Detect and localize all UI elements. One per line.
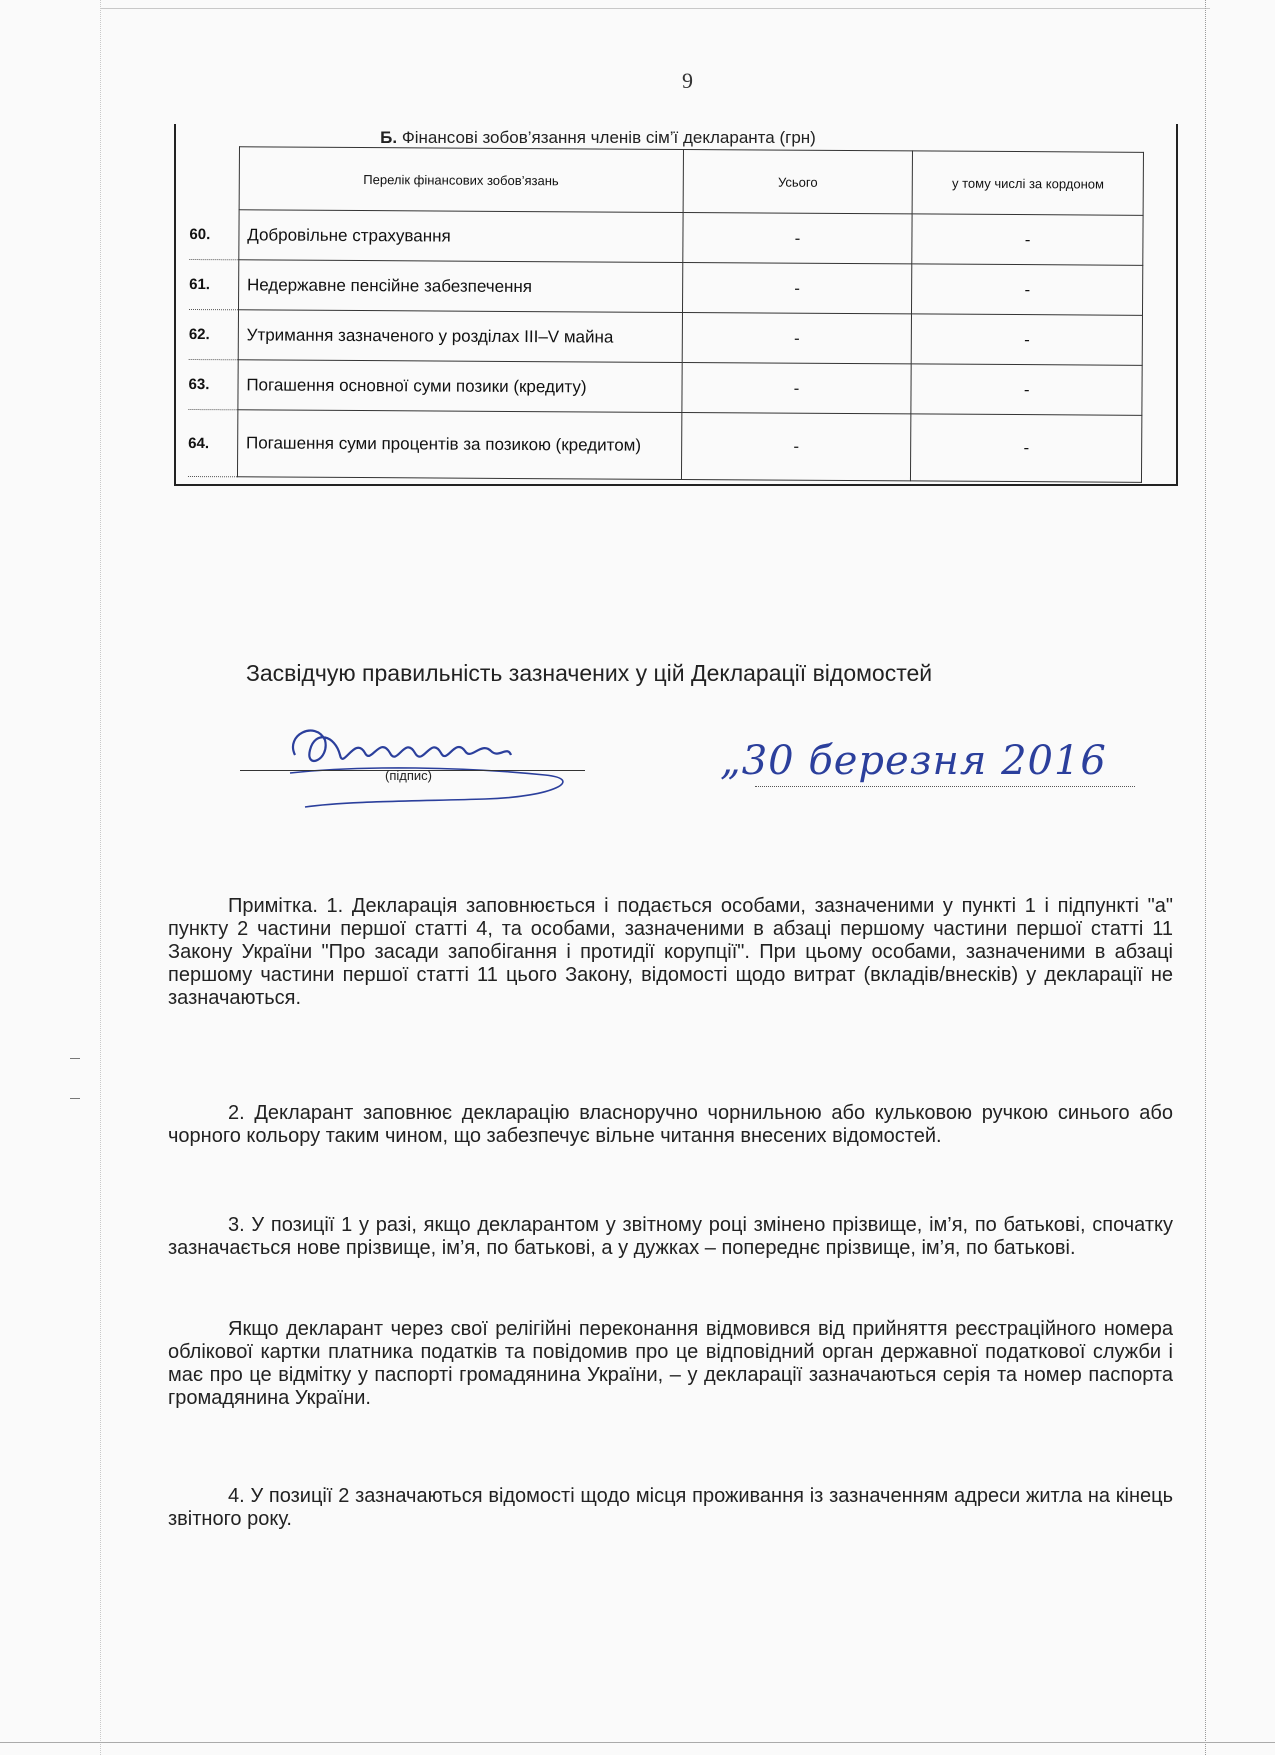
page-bottom-edge [0, 1742, 1275, 1744]
note-1-text: Примітка. 1. Декларація заповнюється і подається особами, зазначеними у пункті 1 і підпункті "а" пункту 2 частини першої статті 4, та особами, зазначеними в абзаці першому частини першої статті 11 Закону України "Про засади запобігання і протидії корупції". При цьому особами, зазначеними в абзаці першому частини першої статті 11 цього Закону, відомості щодо витрат (вкладів/внесків) у декларації не зазначаються. [168, 895, 1173, 1009]
table-row [188, 359, 1142, 415]
row-abroad: - [912, 264, 1143, 315]
note-4 [168, 1485, 1173, 1531]
table-row [189, 309, 1143, 365]
note-3-text: 3. У позиції 1 у разі, якщо декларантом у звітному році змінено прізвище, ім’я, по батькові, спочатку зазначається нове прізвище, ім’я, по батькові, а у дужках – попереднє прізвище, ім’я, по батькові. [168, 1214, 1173, 1259]
page-right-edge [1205, 0, 1207, 1755]
page-number: 9 [682, 68, 693, 93]
row-abroad: - [912, 314, 1143, 365]
table-row [188, 409, 1142, 482]
header-list: Перелік фінансових зобов’язань [239, 147, 683, 213]
note-1 [168, 895, 1173, 1010]
table-title-text: Фінансові зобов’язання членів сім’ї декларанта (грн) [401, 128, 816, 147]
note-4-text: 4. У позиції 2 зазначаються відомості щодо місця проживання із зазначенням адреси житла на кінець звітного року. [168, 1485, 1173, 1530]
page-left-edge [100, 0, 102, 1755]
table-title [178, 128, 1018, 148]
row-name: Погашення основної суми позики (кредиту) [238, 360, 682, 413]
row-name: Недержавне пенсійне забезпечення [238, 260, 682, 313]
row-name: Погашення суми процентів за позикою (кредитом) [237, 410, 681, 480]
date-line [755, 786, 1135, 787]
handwritten-signature [285, 715, 605, 815]
header-total: Усього [683, 150, 913, 214]
row-abroad: - [912, 214, 1143, 265]
row-number: 62. [189, 309, 239, 359]
row-abroad: - [911, 364, 1142, 415]
margin-tick [70, 1098, 80, 1099]
signature-label: (підпис) [385, 768, 432, 783]
signature-date: „30 березня 2016 [720, 738, 1107, 784]
row-total: - [682, 263, 912, 314]
row-name: Утримання зазначеного у розділах III–V майна [238, 310, 682, 363]
table-row [189, 209, 1143, 265]
row-total: - [682, 313, 912, 364]
row-number: 64. [188, 409, 238, 476]
obligations-table [188, 146, 1144, 483]
row-number: 60. [189, 209, 239, 259]
row-total: - [681, 413, 911, 481]
table-row [189, 259, 1143, 315]
row-total: - [681, 363, 911, 414]
row-abroad: - [911, 414, 1142, 482]
row-name: Добровільне страхування [239, 210, 683, 263]
page-top-edge [100, 0, 1210, 9]
note-3 [168, 1214, 1173, 1260]
row-number: 61. [189, 259, 239, 309]
note-3-paragraph-2-text: Якщо декларант через свої релігійні переконання відмовився від прийняття реєстраційного номера облікової картки платника податків та повідомив про це відповідний орган державної податкової служби і має про це відмітку у паспорті громадянина України, – у декларації зазначаються серія та номер паспорта громадянина України. [168, 1318, 1173, 1409]
note-2-text: 2. Декларант заповнює декларацію власноручно чорнильною або кульковою ручкою синього або чорного кольору таким чином, що забезпечує вільне читання внесених відомостей. [168, 1102, 1173, 1147]
note-3-paragraph-2 [168, 1318, 1173, 1410]
note-2 [168, 1102, 1173, 1148]
row-number: 63. [188, 359, 238, 409]
certification-statement: Засвідчую правильність зазначених у цій Декларації відомостей [246, 660, 933, 686]
margin-tick [70, 1058, 80, 1059]
header-abroad: у тому числі за кордоном [913, 151, 1144, 215]
row-total: - [682, 213, 912, 264]
table-header-row [190, 146, 1144, 215]
header-num-spacer [190, 146, 240, 209]
table-title-letter: Б. [380, 128, 398, 147]
